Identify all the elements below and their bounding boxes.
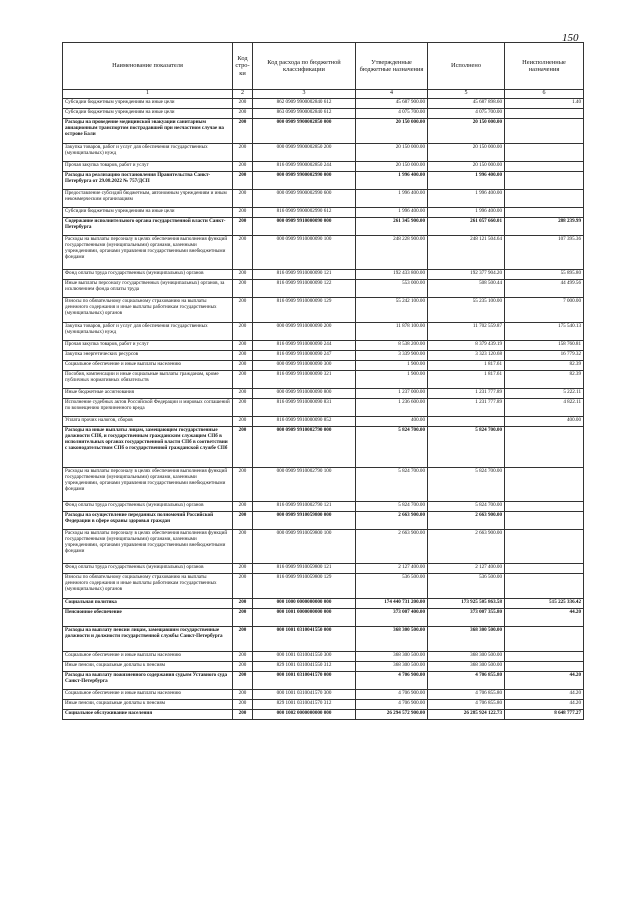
- row-budget-code: 862 0909 9900002840 612: [253, 99, 356, 109]
- row-executed-amount: 3 323 120.68: [428, 351, 505, 361]
- table-row: [63, 468, 584, 502]
- row-budget-code: 000 0909 9900002990 600: [253, 190, 356, 208]
- row-executed-amount: [428, 417, 505, 427]
- row-approved-amount: 4 075 700.00: [356, 109, 428, 119]
- table-row: [63, 109, 584, 119]
- table-row: [63, 599, 584, 609]
- row-name: Иные пенсии, социальные доплаты к пенсиям: [63, 662, 233, 672]
- row-unexecuted-amount: [505, 662, 584, 672]
- row-approved-amount: 368 300 500.00: [356, 652, 428, 662]
- row-executed-amount: 11 702 559.87: [428, 323, 505, 341]
- row-name: Социальное обеспечение и иные выплаты населению: [63, 652, 233, 662]
- table-row: [63, 512, 584, 530]
- row-name: Расходы на иные выплаты лицам, замещающим государственные должности СПб, и государственным гражданским служащим СПб в исполнительных органах государственной власти СПб в соответствии с законодательством СПб о государственной гражданской службе СПб: [63, 427, 233, 468]
- row-budget-code: 829 1001 0310041550 312: [253, 662, 356, 672]
- row-approved-amount: 2 663 900.00: [356, 530, 428, 564]
- row-line-code: 200: [233, 351, 253, 361]
- column-number: 1: [63, 90, 233, 99]
- row-unexecuted-amount: 288 239.99: [505, 218, 584, 236]
- table-row: [63, 190, 584, 208]
- row-approved-amount: 536 500.00: [356, 574, 428, 599]
- row-approved-amount: 20 150 000.00: [356, 119, 428, 144]
- row-executed-amount: 20 150 000.00: [428, 162, 505, 172]
- row-executed-amount: 173 925 505 863.58: [428, 599, 505, 609]
- row-budget-code: 816 0909 9910000090 852: [253, 417, 356, 427]
- row-budget-code: 000 0909 9900002850 000: [253, 119, 356, 144]
- table-row: [63, 389, 584, 399]
- row-line-code: 200: [233, 417, 253, 427]
- row-name: Уплата прочих налогов, сборов: [63, 417, 233, 427]
- row-budget-code: 863 0909 9900002840 612: [253, 109, 356, 119]
- row-name: Закупка энергетических ресурсов: [63, 351, 233, 361]
- row-budget-code: 816 0909 9910000090 121: [253, 270, 356, 280]
- row-approved-amount: 5 824 700.00: [356, 427, 428, 468]
- row-unexecuted-amount: [505, 512, 584, 530]
- row-name: Расходы на реализацию постановления Правительства Санкт-Петербурга от 29.08.2022 № 757/ДСП: [63, 172, 233, 190]
- row-unexecuted-amount: 16 779.32: [505, 351, 584, 361]
- row-executed-amount: 248 121 504.64: [428, 236, 505, 270]
- row-unexecuted-amount: 175 540.13: [505, 323, 584, 341]
- row-approved-amount: 55 242 100.00: [356, 298, 428, 323]
- row-unexecuted-amount: [505, 109, 584, 119]
- row-name: Прочая закупка товаров, работ и услуг: [63, 341, 233, 351]
- row-budget-code: 816 0909 9910002790 121: [253, 502, 356, 512]
- row-unexecuted-amount: [505, 468, 584, 502]
- row-budget-code: 000 1001 0000000000 000: [253, 609, 356, 627]
- row-unexecuted-amount: [505, 162, 584, 172]
- row-budget-code: 000 0909 9910002790 000: [253, 427, 356, 468]
- row-executed-amount: 1 817.61: [428, 371, 505, 389]
- row-line-code: 200: [233, 599, 253, 609]
- row-unexecuted-amount: 7 000.00: [505, 298, 584, 323]
- row-approved-amount: 3 339 900.00: [356, 351, 428, 361]
- row-budget-code: 816 0909 9910059800 129: [253, 574, 356, 599]
- row-unexecuted-amount: 158 760.81: [505, 341, 584, 351]
- row-name: Расходы на выплаты персоналу в целях обеспечения выполнения функций государственными (муниципальными) органами, казенными учреждениями, органами управления государственными внебюджетными фондами: [63, 468, 233, 502]
- row-approved-amount: 1 900.00: [356, 361, 428, 371]
- row-budget-code: 000 0909 9910059800 100: [253, 530, 356, 564]
- table-row: [63, 427, 584, 468]
- row-line-code: 200: [233, 361, 253, 371]
- row-approved-amount: 1 236 600.00: [356, 399, 428, 417]
- column-number: 2: [233, 90, 253, 99]
- row-line-code: 200: [233, 564, 253, 574]
- row-executed-amount: 536 500.00: [428, 574, 505, 599]
- header-executed: Исполнено: [428, 43, 505, 90]
- row-name: Субсидии бюджетным учреждениям на иные цели: [63, 208, 233, 218]
- header-line-code: Код стро-ки: [233, 43, 253, 90]
- table-row: [63, 99, 584, 109]
- row-executed-amount: 368 300 500.00: [428, 652, 505, 662]
- row-line-code: 200: [233, 627, 253, 652]
- row-name: Социальная политика: [63, 599, 233, 609]
- row-unexecuted-amount: [505, 190, 584, 208]
- row-line-code: 200: [233, 119, 253, 144]
- row-budget-code: 000 1001 0310041550 300: [253, 652, 356, 662]
- row-name: Закупка товаров, работ и услуг для обеспечения государственных (муниципальных) нужд: [63, 323, 233, 341]
- header-approved: Утвержденные бюджетные назначения: [356, 43, 428, 90]
- row-budget-code: 000 0909 9910000090 100: [253, 236, 356, 270]
- row-line-code: 200: [233, 341, 253, 351]
- row-budget-code: 816 0909 9910000090 122: [253, 280, 356, 298]
- row-approved-amount: 45 687 900.00: [356, 99, 428, 109]
- row-budget-code: 000 1000 0000000000 000: [253, 599, 356, 609]
- row-budget-code: 000 1001 0310041570 300: [253, 690, 356, 700]
- row-executed-amount: 1 231 777.89: [428, 389, 505, 399]
- row-line-code: 200: [233, 144, 253, 162]
- row-line-code: 200: [233, 512, 253, 530]
- row-budget-code: 816 0909 9900002990 612: [253, 208, 356, 218]
- row-name: Субсидии бюджетным учреждениям на иные цели: [63, 99, 233, 109]
- row-approved-amount: 1 996 400.00: [356, 172, 428, 190]
- row-line-code: 200: [233, 236, 253, 270]
- row-budget-code: 000 1002 0000000000 000: [253, 710, 356, 720]
- row-executed-amount: 20 150 000.00: [428, 119, 505, 144]
- table-row: [63, 144, 584, 162]
- row-budget-code: 000 1001 0310041550 000: [253, 627, 356, 652]
- row-approved-amount: 400.00: [356, 417, 428, 427]
- row-executed-amount: 1 996 400.00: [428, 190, 505, 208]
- row-approved-amount: 192 433 800.00: [356, 270, 428, 280]
- table-row: [63, 208, 584, 218]
- header-row: [63, 43, 584, 90]
- row-budget-code: 000 0909 9900002990 000: [253, 172, 356, 190]
- row-approved-amount: 20 150 000.00: [356, 162, 428, 172]
- row-executed-amount: 1 996 400.00: [428, 208, 505, 218]
- row-budget-code: 816 0909 9910000090 129: [253, 298, 356, 323]
- row-line-code: 200: [233, 298, 253, 323]
- table-row: [63, 672, 584, 690]
- budget-execution-table: [62, 42, 584, 720]
- row-unexecuted-amount: 515 225 336.42: [505, 599, 584, 609]
- column-number: 4: [356, 90, 428, 99]
- row-name: Фонд оплаты труда государственных (муниципальных) органов: [63, 564, 233, 574]
- row-executed-amount: 2 663 900.00: [428, 530, 505, 564]
- row-name: Социальное обслуживание населения: [63, 710, 233, 720]
- row-approved-amount: 373 007 400.00: [356, 609, 428, 627]
- row-unexecuted-amount: [505, 119, 584, 144]
- row-name: Иные выплаты персоналу государственных (муниципальных) органов, за исключением фонда оплаты труда: [63, 280, 233, 298]
- table-row: [63, 530, 584, 564]
- row-approved-amount: 1 237 000.00: [356, 389, 428, 399]
- row-executed-amount: 5 824 700.00: [428, 502, 505, 512]
- row-executed-amount: 55 235 100.00: [428, 298, 505, 323]
- row-unexecuted-amount: 82.39: [505, 361, 584, 371]
- row-executed-amount: 1 996 400.00: [428, 172, 505, 190]
- row-budget-code: 829 1001 0310041570 312: [253, 700, 356, 710]
- row-approved-amount: 368 300 500.00: [356, 662, 428, 672]
- row-unexecuted-amount: 1.40: [505, 99, 584, 109]
- row-unexecuted-amount: [505, 144, 584, 162]
- row-line-code: 200: [233, 218, 253, 236]
- row-unexecuted-amount: [505, 208, 584, 218]
- row-line-code: 200: [233, 672, 253, 690]
- row-budget-code: 000 0909 9910000090 000: [253, 218, 356, 236]
- table-row: [63, 652, 584, 662]
- table-row: [63, 361, 584, 371]
- row-unexecuted-amount: 8 648 777.27: [505, 710, 584, 720]
- table-row: [63, 609, 584, 627]
- row-line-code: 200: [233, 280, 253, 298]
- row-name: Расходы на выплату пенсии лицам, замещавшим государственные должности и должности государственной службы Санкт-Петербурга: [63, 627, 233, 652]
- row-approved-amount: 4 706 900.00: [356, 690, 428, 700]
- row-unexecuted-amount: 55 895.80: [505, 270, 584, 280]
- table-row: [63, 371, 584, 389]
- row-line-code: 200: [233, 208, 253, 218]
- row-line-code: 200: [233, 172, 253, 190]
- row-name: Расходы на выплаты персоналу в целях обеспечения выполнения функций государственными (муниципальными) органами, казенными учреждениями, органами управления государственными внебюджетными фондами: [63, 530, 233, 564]
- row-unexecuted-amount: 107 395.36: [505, 236, 584, 270]
- row-line-code: 200: [233, 662, 253, 672]
- table-row: [63, 690, 584, 700]
- row-line-code: 200: [233, 99, 253, 109]
- table-row: [63, 502, 584, 512]
- row-executed-amount: 1 817.61: [428, 361, 505, 371]
- table-row: [63, 119, 584, 144]
- row-name: Расходы на выплату пожизненного содержания судьям Уставного суда Санкт-Петербурга: [63, 672, 233, 690]
- row-unexecuted-amount: 5 222.11: [505, 389, 584, 399]
- row-approved-amount: 368 300 500.00: [356, 627, 428, 652]
- row-budget-code: 000 0909 9910000090 300: [253, 361, 356, 371]
- row-name: Содержание исполнительного органа государственной власти Санкт-Петербурга: [63, 218, 233, 236]
- row-executed-amount: 368 300 500.00: [428, 627, 505, 652]
- table-row: [63, 574, 584, 599]
- row-unexecuted-amount: [505, 530, 584, 564]
- row-name: Фонд оплаты труда государственных (муниципальных) органов: [63, 502, 233, 512]
- row-unexecuted-amount: [505, 627, 584, 652]
- row-line-code: 200: [233, 162, 253, 172]
- row-approved-amount: 261 345 900.00: [356, 218, 428, 236]
- row-name: Закупка товаров, работ и услуг для обеспечения государственных (муниципальных) нужд: [63, 144, 233, 162]
- row-unexecuted-amount: 44 499.56: [505, 280, 584, 298]
- table-row: [63, 323, 584, 341]
- row-line-code: 200: [233, 652, 253, 662]
- row-approved-amount: 5 824 700.00: [356, 502, 428, 512]
- row-line-code: 200: [233, 502, 253, 512]
- table-row: [63, 341, 584, 351]
- row-budget-code: 816 0909 9910000090 244: [253, 341, 356, 351]
- row-name: Фонд оплаты труда государственных (муниципальных) органов: [63, 270, 233, 280]
- row-line-code: 200: [233, 190, 253, 208]
- row-unexecuted-amount: 44.20: [505, 690, 584, 700]
- row-approved-amount: 11 878 100.00: [356, 323, 428, 341]
- page-number: 150: [562, 32, 579, 44]
- row-executed-amount: 5 824 700.00: [428, 427, 505, 468]
- table-row: [63, 351, 584, 361]
- table-row: [63, 270, 584, 280]
- table-row: [63, 399, 584, 417]
- row-line-code: 200: [233, 700, 253, 710]
- row-approved-amount: 1 996 400.00: [356, 190, 428, 208]
- row-name: Социальное обеспечение и иные выплаты населению: [63, 690, 233, 700]
- row-name: Социальное обеспечение и иные выплаты населению: [63, 361, 233, 371]
- row-line-code: 200: [233, 427, 253, 468]
- row-unexecuted-amount: 44.20: [505, 609, 584, 627]
- row-line-code: 200: [233, 389, 253, 399]
- row-line-code: 200: [233, 371, 253, 389]
- row-approved-amount: 2 127 400.00: [356, 564, 428, 574]
- row-unexecuted-amount: [505, 574, 584, 599]
- row-approved-amount: 26 294 572 900.00: [356, 710, 428, 720]
- table-row: [63, 564, 584, 574]
- table-row: [63, 280, 584, 298]
- row-approved-amount: 2 663 900.00: [356, 512, 428, 530]
- header-unexecuted: Неисполненные назначения: [505, 43, 584, 90]
- row-line-code: 200: [233, 109, 253, 119]
- row-executed-amount: 2 663 900.00: [428, 512, 505, 530]
- row-name: Расходы на осуществление переданных полномочий Российской Федерации в сфере охраны здоровья граждан: [63, 512, 233, 530]
- row-executed-amount: 368 300 500.00: [428, 662, 505, 672]
- row-approved-amount: 1 996 400.00: [356, 208, 428, 218]
- table-row: [63, 417, 584, 427]
- row-approved-amount: 20 150 000.00: [356, 144, 428, 162]
- table-row: [63, 172, 584, 190]
- row-executed-amount: 4 706 855.80: [428, 672, 505, 690]
- row-unexecuted-amount: [505, 172, 584, 190]
- row-executed-amount: 8 379 439.19: [428, 341, 505, 351]
- column-number: 3: [253, 90, 356, 99]
- row-name: Субсидии бюджетным учреждениям на иные цели: [63, 109, 233, 119]
- row-budget-code: 816 0909 9910000090 247: [253, 351, 356, 361]
- row-unexecuted-amount: [505, 652, 584, 662]
- table-row: [63, 710, 584, 720]
- row-budget-code: 000 0909 9900002850 200: [253, 144, 356, 162]
- row-approved-amount: 4 706 900.00: [356, 700, 428, 710]
- row-line-code: 200: [233, 270, 253, 280]
- row-name: Иные пенсии, социальные доплаты к пенсиям: [63, 700, 233, 710]
- table-row: [63, 662, 584, 672]
- row-line-code: 200: [233, 468, 253, 502]
- row-unexecuted-amount: [505, 564, 584, 574]
- row-budget-code: 000 1001 0310041570 000: [253, 672, 356, 690]
- header-name: Наименование показателя: [63, 43, 233, 90]
- row-name: Пенсионное обеспечение: [63, 609, 233, 627]
- header-budget-code: Код расхода по бюджетной классификации: [253, 43, 356, 90]
- column-number: 5: [428, 90, 505, 99]
- row-unexecuted-amount: 400.00: [505, 417, 584, 427]
- row-name: Предоставление субсидий бюджетным, автономным учреждениям и иным некоммерческим организациям: [63, 190, 233, 208]
- row-budget-code: 000 0909 9910059800 000: [253, 512, 356, 530]
- row-name: Расходы на выплаты персоналу в целях обеспечения выполнения функций государственными (муниципальными) органами, казенными учреждениями, органами управления государственными внебюджетными фондами: [63, 236, 233, 270]
- row-executed-amount: 192 377 904.20: [428, 270, 505, 280]
- row-executed-amount: 508 500.44: [428, 280, 505, 298]
- table-row: [63, 236, 584, 270]
- table-row: [63, 700, 584, 710]
- table-row: [63, 218, 584, 236]
- row-approved-amount: 8 538 200.00: [356, 341, 428, 351]
- row-executed-amount: 4 706 855.80: [428, 690, 505, 700]
- row-executed-amount: 1 231 777.89: [428, 399, 505, 417]
- row-name: Пособия, компенсации и иные социальные выплаты гражданам, кроме публичных нормативных обязательств: [63, 371, 233, 389]
- row-unexecuted-amount: 82.39: [505, 371, 584, 389]
- row-executed-amount: 4 706 855.80: [428, 700, 505, 710]
- row-budget-code: 000 0909 9910000090 800: [253, 389, 356, 399]
- row-unexecuted-amount: [505, 502, 584, 512]
- table-row: [63, 627, 584, 652]
- row-line-code: 200: [233, 710, 253, 720]
- column-number-row: [63, 90, 584, 99]
- row-budget-code: 816 0909 9910000090 831: [253, 399, 356, 417]
- row-name: Прочая закупка товаров, работ и услуг: [63, 162, 233, 172]
- row-approved-amount: 174 440 731 200.00: [356, 599, 428, 609]
- row-executed-amount: 4 075 700.00: [428, 109, 505, 119]
- row-line-code: 200: [233, 609, 253, 627]
- row-name: Взносы по обязательному социальному страхованию на выплаты денежного содержания и иные выплаты работникам государственных (муниципальных) органов: [63, 298, 233, 323]
- row-line-code: 200: [233, 574, 253, 599]
- row-name: Иные бюджетные ассигнования: [63, 389, 233, 399]
- row-budget-code: 816 0909 9900002850 244: [253, 162, 356, 172]
- row-unexecuted-amount: 44.20: [505, 700, 584, 710]
- row-line-code: 200: [233, 323, 253, 341]
- row-approved-amount: 1 900.00: [356, 371, 428, 389]
- row-budget-code: 000 0909 9910002790 100: [253, 468, 356, 502]
- table-row: [63, 162, 584, 172]
- table-body: [63, 99, 584, 720]
- row-unexecuted-amount: [505, 427, 584, 468]
- column-number: 6: [505, 90, 584, 99]
- row-name: Расходы на проведение медицинской эвакуации санитарным авиационным транспортом пострадавшей при несчастном случае на острове Бали: [63, 119, 233, 144]
- row-line-code: 200: [233, 399, 253, 417]
- row-executed-amount: 373 007 355.80: [428, 609, 505, 627]
- row-approved-amount: 553 000.00: [356, 280, 428, 298]
- row-budget-code: 816 0909 9910000090 321: [253, 371, 356, 389]
- row-executed-amount: 26 285 924 122.73: [428, 710, 505, 720]
- row-budget-code: 816 0909 9910059800 121: [253, 564, 356, 574]
- row-approved-amount: 5 824 700.00: [356, 468, 428, 502]
- row-unexecuted-amount: 4 822.11: [505, 399, 584, 417]
- row-name: Исполнение судебных актов Российской Федерации и мировых соглашений по возмещению причиненного вреда: [63, 399, 233, 417]
- row-executed-amount: 45 687 898.60: [428, 99, 505, 109]
- row-budget-code: 000 0909 9910000090 200: [253, 323, 356, 341]
- row-line-code: 200: [233, 530, 253, 564]
- table-row: [63, 298, 584, 323]
- row-line-code: 200: [233, 690, 253, 700]
- row-name: Взносы по обязательному социальному страхованию на выплаты денежного содержания и иные выплаты работникам государственных (муниципальных) органов: [63, 574, 233, 599]
- row-executed-amount: 2 127 400.00: [428, 564, 505, 574]
- row-unexecuted-amount: 44.20: [505, 672, 584, 690]
- row-approved-amount: 4 706 900.00: [356, 672, 428, 690]
- row-executed-amount: 20 150 000.00: [428, 144, 505, 162]
- row-executed-amount: 5 824 700.00: [428, 468, 505, 502]
- row-approved-amount: 248 228 900.00: [356, 236, 428, 270]
- row-executed-amount: 261 057 660.01: [428, 218, 505, 236]
